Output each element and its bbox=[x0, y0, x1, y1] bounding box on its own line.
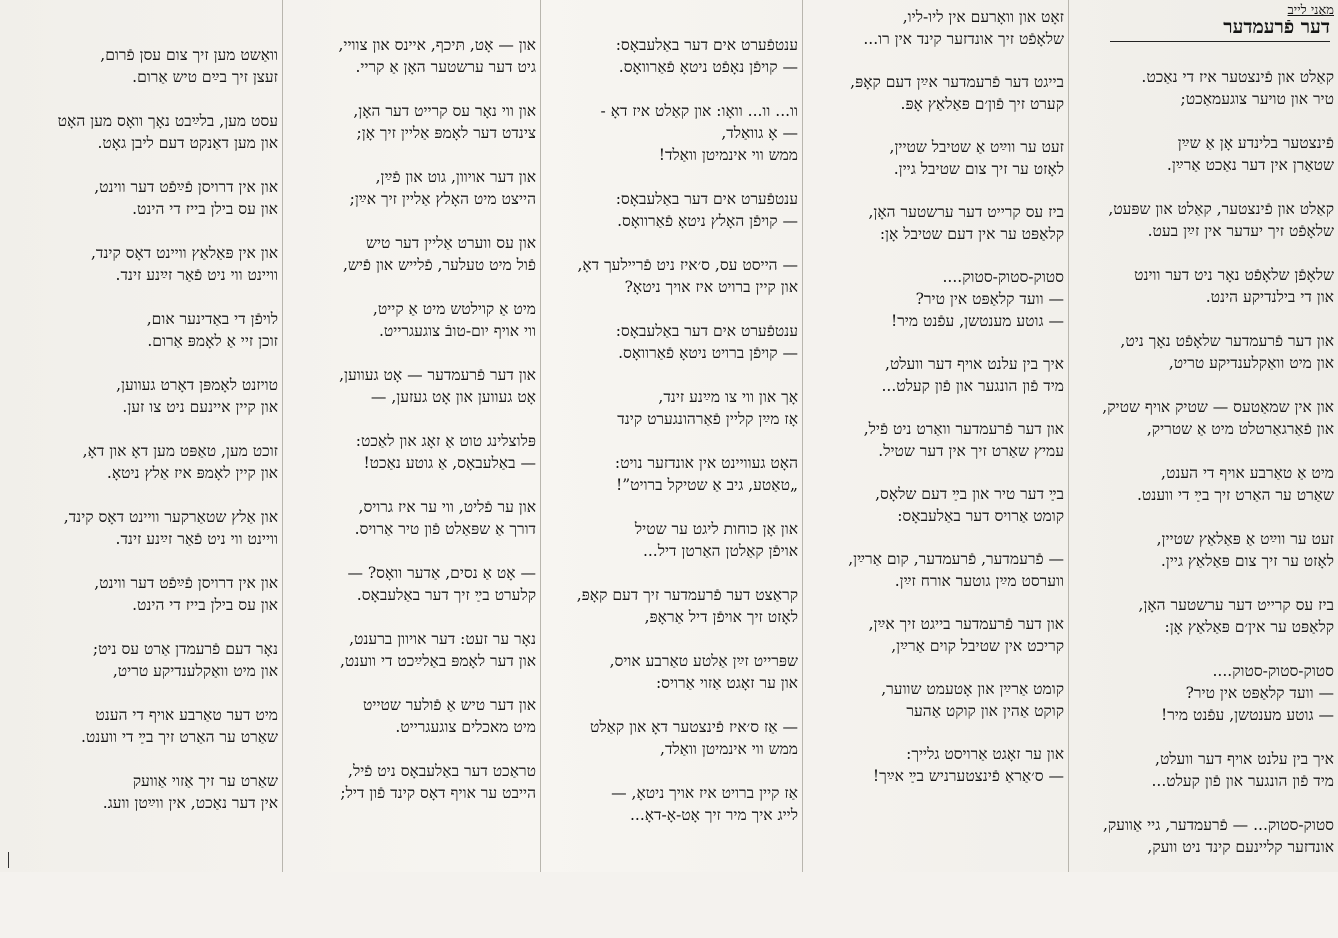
poem-line: אונדזער קליינעם קינד ניט וועק, bbox=[1147, 838, 1334, 856]
stanza bbox=[4, 506, 278, 550]
poem-line: קוקט אַהין און קוקט אַהער bbox=[906, 702, 1064, 720]
stanza bbox=[544, 34, 798, 78]
poem-line: קלערט בײַ זיך דער באַלעבאָס. bbox=[356, 586, 536, 604]
poem-line: זוכט מען, טאַפּט מען דאָ און דאָ, bbox=[82, 442, 278, 460]
stanza bbox=[806, 483, 1064, 527]
poem-line: ענטפֿערט אים דער באַלעבאָס: bbox=[615, 36, 798, 54]
poem-line: קריכט אין שטיבל קוים אַרײַן, bbox=[891, 637, 1064, 655]
poem-line: און דער פֿרעמדער בייגט זיך אײַן, bbox=[868, 615, 1064, 633]
poem-line: — גוטע מענטשן, עפֿנט מיר! bbox=[1160, 706, 1334, 724]
stanza bbox=[544, 188, 798, 232]
stanza bbox=[4, 704, 278, 748]
stanza bbox=[286, 760, 536, 804]
poem-line: דורך אַ שפּאַלט פֿון טיר אַרויס. bbox=[354, 520, 536, 538]
poem-line: קאַלט און פֿינצטער איז די נאַכט. bbox=[1141, 68, 1334, 86]
poem-line: — קויפֿן ברויט ניטאָ פֿאַרוואָס. bbox=[618, 344, 798, 362]
stanza bbox=[544, 320, 798, 364]
column-2 bbox=[286, 34, 536, 906]
stanza bbox=[1072, 462, 1334, 506]
poem-line: און ער זאָגט אַרויסט גלייך: bbox=[906, 745, 1064, 763]
poem-line: און אין שמאַטעס — שטיק אויף שטיק, bbox=[1102, 398, 1334, 416]
column-divider bbox=[1068, 0, 1069, 872]
poem-line: און עס בילן בייז די הינט. bbox=[132, 596, 278, 614]
poem-line: בײַ דער טיר און בײַ דעם שלאָס, bbox=[875, 485, 1064, 503]
stanza bbox=[544, 584, 798, 628]
poem-line: פּלוצלינג טוט אַ זאָג און לאַכט: bbox=[355, 432, 536, 450]
stanza bbox=[1072, 198, 1334, 242]
column-4 bbox=[806, 6, 1064, 878]
poem-line: זעט ער ווײַט אַ פּאַלאַץ שטיין, bbox=[1156, 530, 1334, 548]
poem-line: און אין דרויסן פֿײַפֿט דער ווינט, bbox=[94, 178, 278, 196]
poem-line: און אַלץ שטאַרקער וויינט דאָס קינד, bbox=[63, 508, 278, 526]
stanza bbox=[806, 678, 1064, 722]
stanza bbox=[4, 572, 278, 616]
poem-line: טויזנט לאָמפּן דאָרט געווען, bbox=[116, 376, 278, 394]
poem-line: ענטפֿערט אים דער באַלעבאָס: bbox=[615, 322, 798, 340]
poem-line: איך בין עלנט אויף דער וועלט, bbox=[1155, 750, 1334, 768]
poem-line: און מיט וואַקלענדיקע טריט, bbox=[112, 662, 278, 680]
poem-line: — קויפֿן נאָפֿט ניטאָ פֿאַרוואָס. bbox=[618, 58, 798, 76]
stanza bbox=[286, 298, 536, 342]
stanza bbox=[544, 386, 798, 430]
poem-line: סטוק-סטוק-סטוק.... bbox=[1212, 662, 1334, 680]
poem-line: שלאָפֿט זיך אונדזער קינד אין רו... bbox=[863, 30, 1064, 48]
poem-line: ווי אויף יום-טובֿ צוגעגרייט. bbox=[379, 322, 536, 340]
poem-line: הייבט ער אויף דאָס קינד פֿון דיל; bbox=[340, 784, 536, 802]
column-1 bbox=[4, 44, 278, 916]
poem-line: צינדט דער לאָמפּ אַליין זיך אָן; bbox=[356, 124, 536, 142]
poem-line: שפּרייט זײַן אַלטע טאַרבע אויס, bbox=[609, 652, 798, 670]
poem-line: ממש ווי אינמיטן וואַלד! bbox=[658, 146, 798, 164]
poem-line: און עס ווערט אַליין דער טיש bbox=[366, 234, 536, 252]
poem-line: — אָ גוואַלד, bbox=[721, 124, 798, 142]
poem-line: סטוק-סטוק-סטוק.... bbox=[942, 268, 1064, 286]
stanza bbox=[544, 254, 798, 298]
poem-line: — הייסט עס, ס׳איז ניט פֿריילעך דאָ, bbox=[577, 256, 798, 274]
poem-line: טראַכט דער באַלעבאָס ניט פֿיל, bbox=[348, 762, 536, 780]
poem-line: און פֿאַרגאַרטלט מיט אַ שטריק, bbox=[1146, 420, 1334, 438]
stanza bbox=[806, 136, 1064, 180]
poem-line: און דער לאָמפּ באַלײַכט די ווענט, bbox=[339, 652, 536, 670]
poem-line: — גוטע מענטשן, עפֿנט מיר! bbox=[890, 312, 1064, 330]
poem-line: — פֿרעמדער, פֿרעמדער, קום אַרײַן, bbox=[848, 550, 1064, 568]
poem-line: און אָן כוחות ליגט ער שטיל bbox=[634, 520, 798, 538]
poem-line: מיט אַ טאַרבע אויף די הענט, bbox=[1161, 464, 1334, 482]
poem-line: אָז מײַן קליין פֿאַרהונגערט קינד bbox=[617, 410, 798, 428]
stanza bbox=[4, 770, 278, 814]
stanza bbox=[286, 628, 536, 672]
stanza bbox=[286, 100, 536, 144]
poem-line: עמיץ שאַרט זיך אין דער שטיל. bbox=[878, 442, 1064, 460]
stanza bbox=[4, 374, 278, 418]
stanza bbox=[806, 418, 1064, 462]
stanza bbox=[1072, 396, 1334, 440]
poem-line: — וועד קלאַפּט אין טיר? bbox=[1185, 684, 1334, 702]
poem-line: פֿול מיט טעלער, פֿלייש און פֿיש, bbox=[342, 256, 536, 274]
poem-line: און אין פּאַלאַץ וויינט דאָס קינד, bbox=[90, 244, 278, 262]
column-divider bbox=[282, 0, 283, 872]
poem-line: קאַלט און פֿינצטער, קאַלט און שפּעט, bbox=[1108, 200, 1334, 218]
poem-line: — אָט אַ נסים, אַדער וואָס? — bbox=[347, 564, 536, 582]
poem-line: און קיין איינעם ניט צו זען. bbox=[122, 398, 278, 416]
stanza bbox=[1072, 330, 1334, 374]
poem-line: שטאַרן אין דער נאַכט אַרײַן. bbox=[1166, 156, 1334, 174]
poem-line: אָך און ווי צו מײַנע זינד, bbox=[658, 388, 798, 406]
poem-line: מיד פֿון הונגער און פֿון קעלט... bbox=[1151, 772, 1334, 790]
poem-line: און עס בילן בייז די הינט. bbox=[132, 200, 278, 218]
poem-line: שאַרט ער זיך אַזוי אַוועק bbox=[132, 772, 278, 790]
stanza bbox=[806, 353, 1064, 397]
column-5 bbox=[1072, 66, 1334, 938]
poem-line: זוכן זיי אַ לאָמפּ אַרום. bbox=[147, 332, 278, 350]
poem-line: „טאַטע, גיב אַ שטיקל ברויט”! bbox=[616, 476, 798, 494]
poem-line: — ס׳אַראַ פֿינצטערניש בײַ אײַך! bbox=[872, 767, 1064, 785]
poem-line: און די בילנדיקע הינט. bbox=[1205, 288, 1334, 306]
poem-line: ענטפֿערט אים דער באַלעבאָס: bbox=[615, 190, 798, 208]
column-divider bbox=[540, 0, 541, 872]
poem-line: און קיין ברויט איז אויך ניטאָ? bbox=[624, 278, 798, 296]
poem-line: און דער פֿרעמדער שלאָפֿט נאָך ניט, bbox=[1120, 332, 1334, 350]
stanza bbox=[286, 562, 536, 606]
poem-line: נאָר ער זעט: דער אויוון ברענט, bbox=[349, 630, 536, 648]
poem-line: נאָר דעם פֿרעמדן אַרט עס ניט; bbox=[92, 640, 278, 658]
poem-line: זעצן זיך בײַם טיש אַרום. bbox=[132, 68, 278, 86]
poem-line: קערט זיך פֿון׳ם פּאַלאַץ אָפּ. bbox=[900, 95, 1064, 113]
poem-line: מיד פֿון הונגער און פֿון קעלט... bbox=[881, 377, 1064, 395]
poem-line: שלאָפֿט זיך יעדער אין זײַן בעט. bbox=[1147, 222, 1334, 240]
poem-line: אין דער נאַכט, אין ווײַטן וועג. bbox=[102, 794, 278, 812]
poem-line: פֿינצטער בלינדע אָן אַ שײַן bbox=[1177, 134, 1334, 152]
poem-line: און ווי נאָר עס קרייט דער האָן, bbox=[353, 102, 536, 120]
stanza bbox=[286, 34, 536, 78]
poem-line: איך בין עלנט אויף דער וועלט, bbox=[885, 355, 1064, 373]
poem-line: האָט געוויינט אין אונדזער נויט: bbox=[614, 454, 798, 472]
poem-line: לויפֿן די באַדינער אום, bbox=[146, 310, 278, 328]
poem-line: לייג איך מיר זיך אָט-אָ-דאָ... bbox=[629, 806, 798, 824]
poem-line: סטוק-סטוק... — פֿרעמדער, גיי אַוועק, bbox=[1102, 816, 1334, 834]
stanza bbox=[4, 176, 278, 220]
stanza bbox=[286, 694, 536, 738]
poem-line: ווערסט מײַן גוטער אורח זײַן. bbox=[894, 572, 1064, 590]
stanza bbox=[286, 430, 536, 474]
column-divider bbox=[802, 0, 803, 872]
poem-line: און דער פֿרעמדער וואַרט ניט פֿיל, bbox=[863, 420, 1064, 438]
poem-line: אויפֿן קאַלטן האַרטן דיל... bbox=[642, 542, 798, 560]
poem-line: מיט דער טאַרבע אויף די הענט bbox=[95, 706, 278, 724]
stanza bbox=[1072, 264, 1334, 308]
stanza bbox=[1072, 748, 1334, 792]
poem-line: און אין דרויסן פֿײַפֿט דער ווינט, bbox=[94, 574, 278, 592]
poem-line: עסט מען, בלײַבט נאָך וואָס מען האָט bbox=[57, 112, 278, 130]
poem-line: וואַשט מען זיך צום עסן פֿרום, bbox=[100, 46, 278, 64]
stanza bbox=[806, 201, 1064, 245]
poem-line: לאָזט זיך אויפֿן דיל אַראָפּ, bbox=[644, 608, 798, 626]
poem-line: שלאָפֿן שלאָפֿט נאָר ניט דער ווינט bbox=[1134, 266, 1334, 284]
poem-line: ביז עס קרייט דער ערשטער האָן, bbox=[1138, 596, 1334, 614]
poem-line: זאָט און וואָרעם אין ליו-ליו, bbox=[902, 8, 1064, 26]
poem-line: וויינט ווי ניט פֿאַר זײַנע זינד. bbox=[115, 266, 278, 284]
poem-line: און מיט וואַקלענדיקע טריט, bbox=[1168, 354, 1334, 372]
stanza bbox=[1072, 66, 1334, 110]
poem-line: קלאַפּט ער אין דעם שטיבל אָן: bbox=[879, 225, 1064, 243]
poem-line: לאָזט ער זיך צום פּאַלאַץ גיין. bbox=[1160, 552, 1334, 570]
poem-line: — וועד קלאַפּט אין טיר? bbox=[915, 290, 1064, 308]
stanza bbox=[544, 452, 798, 496]
poem-line: ביז עס קרייט דער ערשטער האָן, bbox=[868, 203, 1064, 221]
stanza bbox=[806, 6, 1064, 50]
author-name: מאַני לייב bbox=[1287, 3, 1334, 18]
poem-line: און דער פֿרעמדער — אָט געווען, bbox=[339, 366, 536, 384]
poem-line: ממש ווי אינמיטן וואַלד, bbox=[660, 740, 798, 758]
stanza bbox=[544, 518, 798, 562]
stanza bbox=[4, 308, 278, 352]
poem-line: גיט דער ערשטער האָן אַ קריי. bbox=[355, 58, 536, 76]
poem-line: און מען דאַנקט דעם ליבן גאָט. bbox=[97, 134, 278, 152]
stanza bbox=[1072, 528, 1334, 572]
stanza bbox=[4, 110, 278, 154]
poem-line: און ער זאָגט אַזוי אַרויס: bbox=[655, 674, 798, 692]
stanza bbox=[806, 548, 1064, 592]
stanza bbox=[286, 166, 536, 210]
poem-line: — אַז ס׳איז פֿינצטער דאָ און קאַלט bbox=[589, 718, 798, 736]
poem-line: מיט מאכלים צוגעגרייט. bbox=[395, 718, 536, 736]
poem-line: אַז קיין ברויט איז אויך ניטאָ, — bbox=[611, 784, 798, 802]
stanza bbox=[544, 100, 798, 166]
stanza bbox=[4, 440, 278, 484]
poem-line: מיט אַ קוילטש מיט אַ קייט, bbox=[372, 300, 536, 318]
stanza bbox=[544, 782, 798, 826]
stanza bbox=[4, 44, 278, 88]
stanza bbox=[806, 613, 1064, 657]
poem-line: לאָזט ער זיך צום שטיבל גיין. bbox=[893, 160, 1064, 178]
poem-line: — באַלעבאָס, אַ גוטע נאַכט! bbox=[363, 454, 536, 472]
stanza bbox=[1072, 132, 1334, 176]
stanza bbox=[1072, 814, 1334, 858]
poem-title: דער פֿרעמדער bbox=[1110, 16, 1330, 42]
poem-line: קומט אַרײַן און אָטעמט שווער, bbox=[881, 680, 1064, 698]
stanza bbox=[806, 71, 1064, 115]
stanza bbox=[286, 364, 536, 408]
poem-line: וו... וו... וואָו: און קאַלט איז דאָ - bbox=[600, 102, 798, 120]
poem-line: זעט ער ווײַט אַ שטיבל שטיין, bbox=[889, 138, 1064, 156]
stanza bbox=[544, 650, 798, 694]
stanza bbox=[544, 716, 798, 760]
stanza bbox=[4, 638, 278, 682]
stanza bbox=[806, 266, 1064, 332]
poem-line: אָט געווען און אָט געזען, — bbox=[370, 388, 536, 406]
poem-line: קלאַפּט ער אין׳ם פּאַלאַץ אָן: bbox=[1164, 618, 1334, 636]
poem-line: און דער אויוון, גוט און פֿײַן, bbox=[375, 168, 536, 186]
poem-line: — קויפֿן האָלץ ניטאָ פֿאַרוואָס. bbox=[617, 212, 798, 230]
poem-line: טיר און טויער צוגעמאַכט; bbox=[1180, 90, 1334, 108]
poem-line: קראַצט דער פֿרעמדער זיך דעם קאָפּ, bbox=[576, 586, 798, 604]
poem-line: וויינט ווי ניט פֿאַר זײַנע זינד. bbox=[115, 530, 278, 548]
poem-line: און קיין לאָמפּ איז אַלץ ניטאָ. bbox=[106, 464, 278, 482]
poem-line: און — אָט, תּיכף, איינס און צוויי, bbox=[338, 36, 536, 54]
stanza bbox=[286, 232, 536, 276]
poem-line: און ער פֿליט, ווי ער איז גרויס, bbox=[358, 498, 536, 516]
poem-line: קומט אַרויס דער באַלעבאָס: bbox=[897, 507, 1064, 525]
column-3 bbox=[544, 34, 798, 906]
stanza bbox=[1072, 660, 1334, 726]
poem-line: בייגט דער פֿרעמדער אײַן דעם קאָפּ, bbox=[850, 73, 1064, 91]
stanza bbox=[4, 242, 278, 286]
poem-line: שאַרט ער האַרט זיך בײַ די ווענט. bbox=[81, 728, 278, 746]
stanza bbox=[286, 496, 536, 540]
stanza bbox=[806, 743, 1064, 787]
margin-mark bbox=[8, 852, 9, 868]
stanza bbox=[1072, 594, 1334, 638]
poem-line: הייצט מיט האָלץ אַליין זיך אײַן; bbox=[349, 190, 536, 208]
poem-line: שאַרט ער האַרט זיך בײַ די ווענט. bbox=[1137, 486, 1334, 504]
poem-line: און דער טיש אַ פֿולער שטייט bbox=[363, 696, 536, 714]
